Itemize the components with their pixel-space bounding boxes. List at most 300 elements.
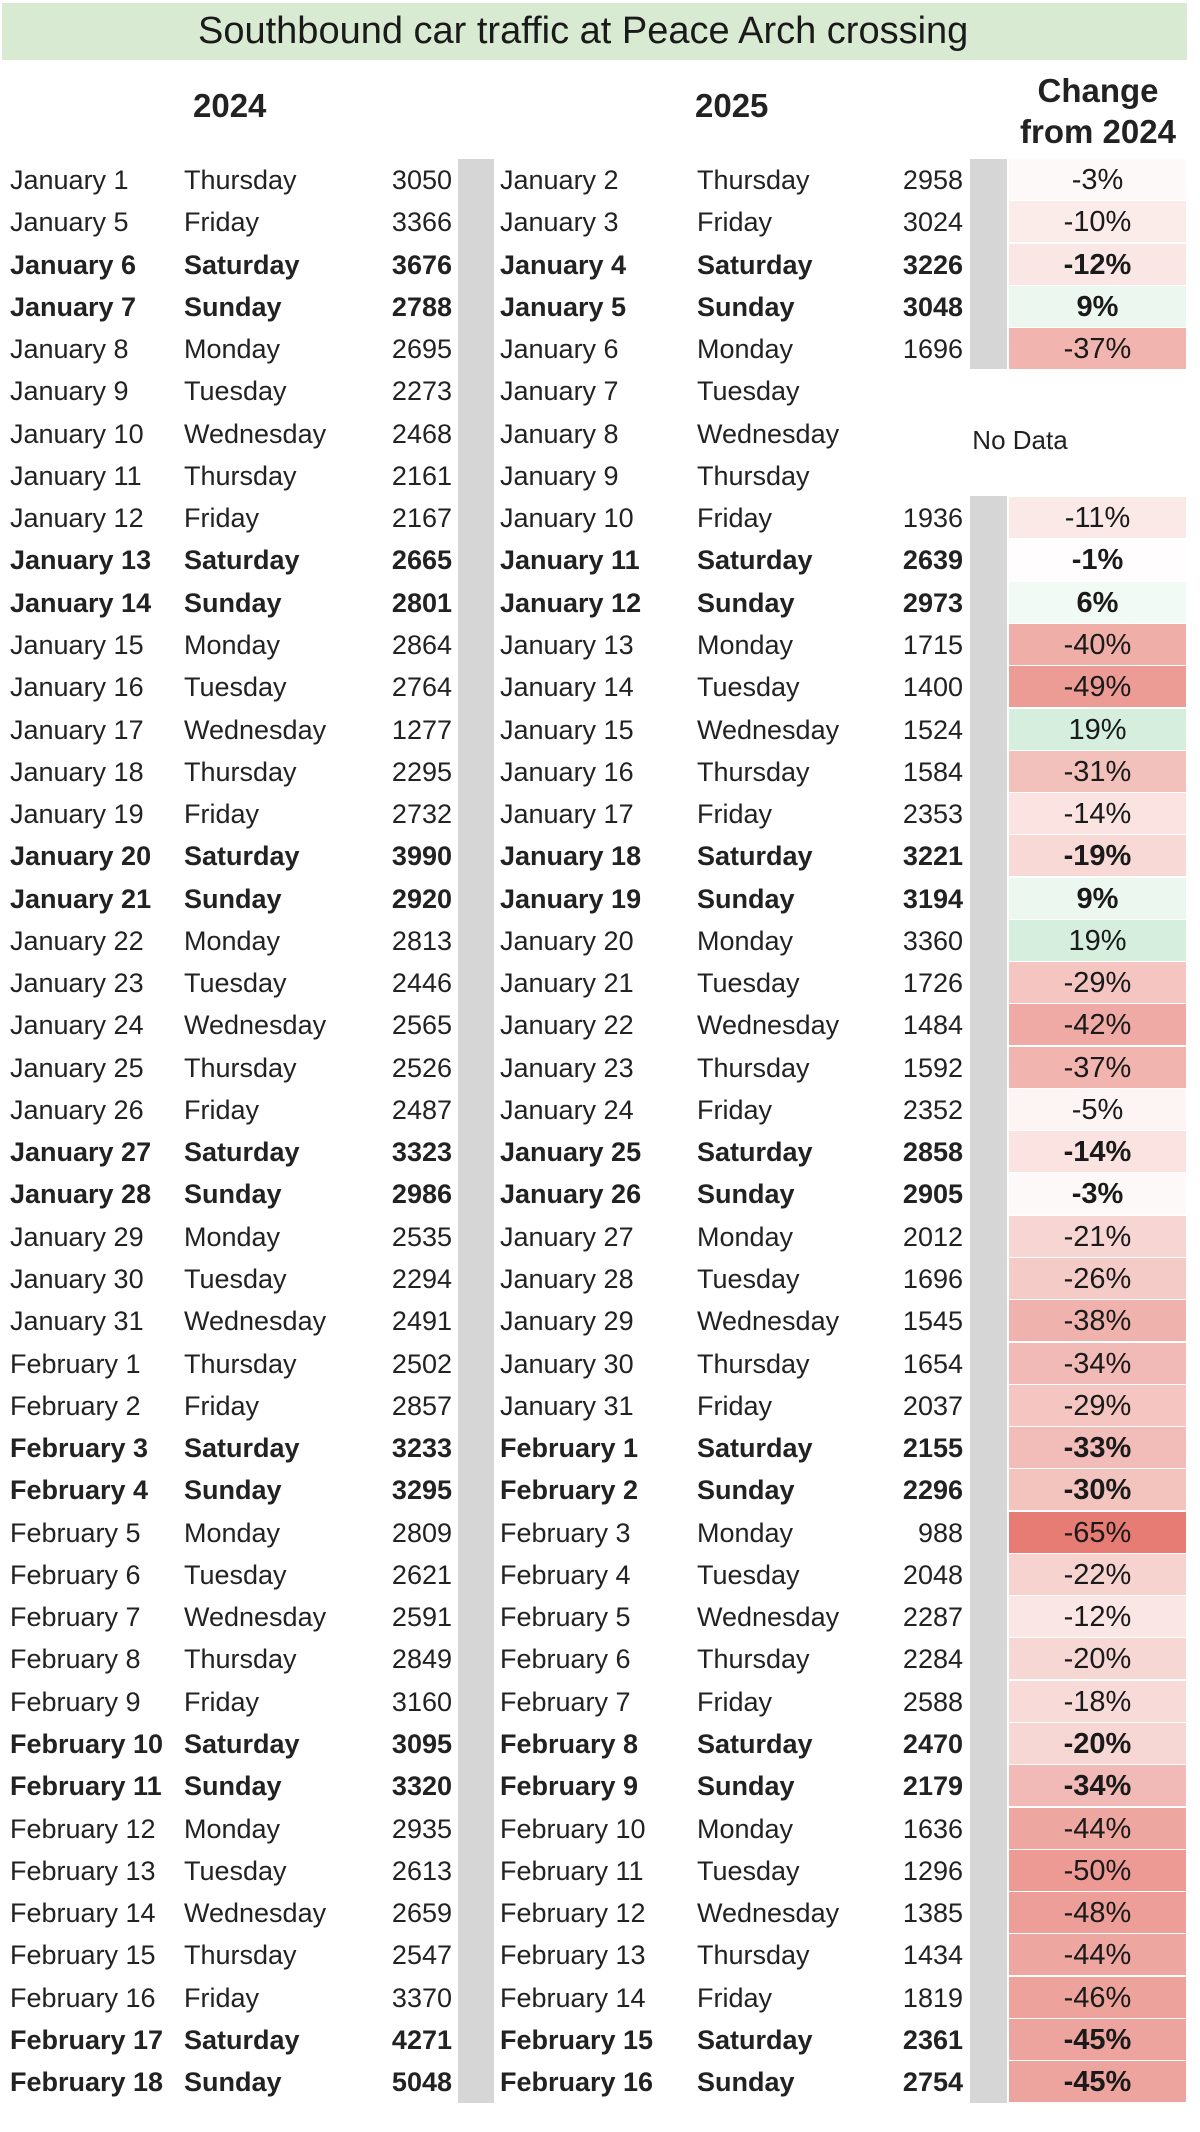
date-2024-cell: January 29	[10, 1221, 144, 1252]
change-cell: -37%	[1009, 328, 1186, 369]
count-2024-cell: 2920	[391, 883, 452, 914]
count-2025-cell: 3194	[902, 883, 963, 914]
date-2025-cell: January 21	[500, 968, 634, 999]
count-2025-cell: 1584	[902, 756, 963, 787]
date-2025-cell: January 4	[500, 249, 627, 280]
table-row	[0, 1427, 1200, 1469]
table-row	[0, 2061, 1200, 2103]
count-2025-cell: 2858	[902, 1137, 963, 1168]
date-2025-cell: January 10	[500, 503, 634, 534]
weekday-2025-cell: Thursday	[697, 165, 810, 195]
weekday-2025-cell: Friday	[697, 1390, 773, 1421]
count-2024-cell: 2468	[391, 418, 452, 449]
table-row	[0, 1131, 1200, 1173]
date-2025-cell: February 11	[500, 1855, 644, 1886]
count-2024-cell: 2857	[391, 1390, 452, 1421]
weekday-2024-cell: Monday	[184, 1517, 281, 1548]
change-cell: -31%	[1009, 751, 1186, 792]
date-2024-cell: February 14	[10, 1898, 156, 1929]
date-2025-cell: February 16	[500, 2067, 654, 2098]
header-year-2025: 2025	[695, 87, 769, 124]
date-2024-cell: January 1	[10, 165, 129, 195]
change-cell: -19%	[1009, 835, 1186, 876]
date-2024-cell: January 6	[10, 249, 137, 280]
count-2024-cell: 2849	[391, 1644, 452, 1675]
count-2024-cell: 2813	[391, 925, 452, 956]
weekday-2024-cell: Monday	[184, 629, 281, 660]
count-2025-cell: 2037	[902, 1390, 963, 1421]
change-cell: -44%	[1009, 1934, 1186, 1975]
weekday-2024-cell: Friday	[184, 1982, 260, 2013]
weekday-2024-cell: Monday	[184, 1221, 281, 1252]
count-2024-cell: 3160	[391, 1686, 452, 1717]
date-2024-cell: January 12	[10, 503, 144, 534]
date-2024-cell: February 15	[10, 1940, 156, 1971]
count-2024-cell: 2665	[391, 545, 452, 576]
change-cell: -44%	[1009, 1808, 1186, 1849]
weekday-2024-cell: Saturday	[184, 249, 300, 280]
weekday-2024-cell: Friday	[184, 799, 260, 830]
weekday-2025-cell: Saturday	[697, 1433, 813, 1464]
table-row	[0, 878, 1200, 920]
table-row	[0, 624, 1200, 666]
date-2025-cell: February 15	[500, 2024, 654, 2055]
date-2024-cell: February 8	[10, 1644, 141, 1675]
table-row	[0, 1089, 1200, 1131]
count-2025-cell: 1524	[902, 714, 963, 745]
date-2025-cell: January 8	[500, 418, 619, 449]
table-row	[0, 328, 1200, 370]
weekday-2024-cell: Wednesday	[184, 1010, 327, 1041]
count-2024-cell: 2788	[391, 291, 452, 322]
weekday-2025-cell: Tuesday	[697, 1264, 800, 1295]
date-2024-cell: January 9	[10, 376, 129, 407]
weekday-2024-cell: Sunday	[184, 1179, 282, 1210]
page-title: Southbound car traffic at Peace Arch crossing	[198, 10, 969, 52]
change-cell: -3%	[1009, 1173, 1186, 1214]
change-cell: -29%	[1009, 1385, 1186, 1426]
date-2025-cell: January 29	[500, 1306, 634, 1337]
date-2024-cell: January 8	[10, 334, 129, 365]
weekday-2024-cell: Wednesday	[184, 1602, 327, 1633]
weekday-2024-cell: Thursday	[184, 1644, 297, 1675]
date-2024-cell: February 5	[10, 1517, 141, 1548]
count-2025-cell: 2048	[902, 1559, 963, 1590]
date-2025-cell: February 8	[500, 1728, 639, 1759]
table-row	[0, 962, 1200, 1004]
count-2025-cell: 2287	[902, 1602, 963, 1633]
date-2025-cell: January 16	[500, 756, 634, 787]
weekday-2024-cell: Wednesday	[184, 418, 327, 449]
date-2024-cell: January 14	[10, 587, 152, 618]
change-cell: -14%	[1009, 1131, 1186, 1172]
table-row	[0, 1765, 1200, 1807]
weekday-2024-cell: Wednesday	[184, 1898, 327, 1929]
date-2025-cell: February 10	[500, 1813, 646, 1844]
table-row	[0, 1216, 1200, 1258]
weekday-2024-cell: Sunday	[184, 587, 282, 618]
count-2024-cell: 2487	[391, 1094, 452, 1125]
weekday-2025-cell: Tuesday	[697, 376, 800, 407]
count-2025-cell: 2958	[902, 165, 963, 195]
table-row	[0, 286, 1200, 328]
weekday-2025-cell: Friday	[697, 207, 773, 238]
weekday-2025-cell: Wednesday	[697, 418, 840, 449]
count-2025-cell: 2012	[902, 1221, 963, 1252]
count-2024-cell: 2935	[391, 1813, 452, 1844]
table-row	[0, 1004, 1200, 1046]
table-row	[0, 1808, 1200, 1850]
count-2024-cell: 2273	[391, 376, 452, 407]
count-2024-cell: 3990	[391, 841, 452, 872]
weekday-2025-cell: Sunday	[697, 291, 795, 322]
change-cell: -12%	[1009, 1596, 1186, 1637]
change-cell: -50%	[1009, 1850, 1186, 1891]
table-row	[0, 413, 1200, 455]
weekday-2025-cell: Monday	[697, 629, 794, 660]
count-2024-cell: 3095	[391, 1728, 452, 1759]
header-year-2024: 2024	[193, 87, 267, 124]
change-cell: -3%	[1009, 159, 1186, 200]
change-cell: -46%	[1009, 1977, 1186, 2018]
date-2025-cell: January 24	[500, 1094, 634, 1125]
weekday-2025-cell: Wednesday	[697, 1306, 840, 1337]
change-cell: -29%	[1009, 962, 1186, 1003]
weekday-2024-cell: Thursday	[184, 165, 297, 195]
weekday-2025-cell: Friday	[697, 1094, 773, 1125]
date-2025-cell: January 31	[500, 1390, 634, 1421]
count-2024-cell: 3676	[391, 249, 452, 280]
count-2024-cell: 3323	[391, 1137, 452, 1168]
count-2024-cell: 2502	[391, 1348, 452, 1379]
weekday-2025-cell: Thursday	[697, 1940, 810, 1971]
table-row	[0, 1047, 1200, 1089]
change-cell: -37%	[1009, 1047, 1186, 1088]
date-2024-cell: February 12	[10, 1813, 156, 1844]
count-2024-cell: 2864	[391, 629, 452, 660]
date-2025-cell: February 3	[500, 1517, 631, 1548]
date-2024-cell: February 7	[10, 1602, 141, 1633]
count-2024-cell: 2621	[391, 1559, 452, 1590]
count-2025-cell: 1726	[902, 968, 963, 999]
date-2024-cell: January 25	[10, 1052, 144, 1083]
weekday-2025-cell: Friday	[697, 503, 773, 534]
change-cell: -5%	[1009, 1089, 1186, 1130]
weekday-2025-cell: Tuesday	[697, 672, 800, 703]
date-2024-cell: February 6	[10, 1559, 141, 1590]
weekday-2025-cell: Saturday	[697, 1137, 813, 1168]
date-2025-cell: January 28	[500, 1264, 634, 1295]
date-2024-cell: January 16	[10, 672, 144, 703]
weekday-2025-cell: Tuesday	[697, 1855, 800, 1886]
count-2025-cell: 1592	[902, 1052, 963, 1083]
date-2025-cell: February 5	[500, 1602, 631, 1633]
weekday-2024-cell: Saturday	[184, 841, 300, 872]
weekday-2025-cell: Wednesday	[697, 1010, 840, 1041]
weekday-2025-cell: Wednesday	[697, 1602, 840, 1633]
weekday-2025-cell: Saturday	[697, 545, 813, 576]
date-2025-cell: February 1	[500, 1433, 639, 1464]
date-2025-cell: January 17	[500, 799, 634, 830]
change-cell: -49%	[1009, 666, 1186, 707]
weekday-2025-cell: Monday	[697, 1517, 794, 1548]
change-cell: -20%	[1009, 1638, 1186, 1679]
count-2025-cell: 1400	[902, 672, 963, 703]
change-cell: -18%	[1009, 1681, 1186, 1722]
count-2025-cell: 2905	[902, 1179, 963, 1210]
table-row	[0, 1173, 1200, 1215]
count-2025-cell: 2588	[902, 1686, 963, 1717]
count-2025-cell: 1484	[902, 1010, 963, 1041]
change-cell: -42%	[1009, 1004, 1186, 1045]
table-row	[0, 709, 1200, 751]
count-2025-cell: 2284	[902, 1644, 963, 1675]
change-cell	[1009, 455, 1186, 496]
count-2024-cell: 2565	[391, 1010, 452, 1041]
count-2024-cell: 3320	[391, 1771, 452, 1802]
date-2024-cell: January 27	[10, 1137, 152, 1168]
weekday-2025-cell: Wednesday	[697, 714, 840, 745]
count-2024-cell: 2732	[391, 799, 452, 830]
weekday-2025-cell: Thursday	[697, 756, 810, 787]
change-cell: -40%	[1009, 624, 1186, 665]
date-2024-cell: January 20	[10, 841, 152, 872]
count-2025-cell: 2470	[902, 1728, 963, 1759]
change-cell: -21%	[1009, 1216, 1186, 1257]
weekday-2025-cell: Monday	[697, 334, 794, 365]
date-2024-cell: February 2	[10, 1390, 141, 1421]
count-2024-cell: 3233	[391, 1433, 452, 1464]
table-row	[0, 1850, 1200, 1892]
weekday-2025-cell: Thursday	[697, 1052, 810, 1083]
count-2024-cell: 2801	[391, 587, 452, 618]
table-row	[0, 159, 1200, 201]
date-2024-cell: February 16	[10, 1982, 156, 2013]
weekday-2025-cell: Sunday	[697, 1179, 795, 1210]
count-2024-cell: 3295	[391, 1475, 452, 1506]
date-2025-cell: January 5	[500, 291, 627, 322]
table-row	[0, 1892, 1200, 1934]
weekday-2024-cell: Friday	[184, 503, 260, 534]
count-2024-cell: 2695	[391, 334, 452, 365]
table-row	[0, 1934, 1200, 1976]
count-2024-cell: 3370	[391, 1982, 452, 2013]
table-row	[0, 1723, 1200, 1765]
weekday-2025-cell: Sunday	[697, 1475, 795, 1506]
table-row	[0, 1300, 1200, 1342]
header-change-line1: Change	[1037, 72, 1159, 109]
count-2024-cell: 3050	[391, 165, 452, 195]
count-2025-cell: 2353	[902, 799, 963, 830]
table-row	[0, 1512, 1200, 1554]
count-2025-cell: 1715	[902, 629, 963, 660]
count-2025-cell: 2639	[902, 545, 963, 576]
weekday-2024-cell: Thursday	[184, 1348, 297, 1379]
date-2025-cell: January 26	[500, 1179, 642, 1210]
count-2024-cell: 2591	[391, 1602, 452, 1633]
date-2024-cell: February 10	[10, 1728, 164, 1759]
table-row	[0, 1469, 1200, 1511]
table-row	[0, 1385, 1200, 1427]
change-cell: 6%	[1009, 582, 1186, 623]
count-2025-cell: 1654	[902, 1348, 963, 1379]
date-2024-cell: January 10	[10, 418, 144, 449]
count-2024-cell: 5048	[391, 2067, 452, 2098]
date-2025-cell: February 6	[500, 1644, 631, 1675]
change-cell: -33%	[1009, 1427, 1186, 1468]
date-2024-cell: January 17	[10, 714, 144, 745]
date-2024-cell: January 11	[10, 460, 142, 491]
weekday-2024-cell: Saturday	[184, 545, 300, 576]
weekday-2025-cell: Sunday	[697, 1771, 795, 1802]
count-2024-cell: 3366	[391, 207, 452, 238]
change-cell	[1009, 413, 1186, 454]
count-2025-cell: 1545	[902, 1306, 963, 1337]
date-2024-cell: February 3	[10, 1433, 149, 1464]
change-cell: -65%	[1009, 1512, 1186, 1553]
weekday-2024-cell: Wednesday	[184, 1306, 327, 1337]
weekday-2024-cell: Friday	[184, 1094, 260, 1125]
table-row	[0, 920, 1200, 962]
date-2024-cell: January 30	[10, 1264, 144, 1295]
change-cell: 9%	[1009, 286, 1186, 327]
count-2024-cell: 1277	[391, 714, 452, 745]
title-bar	[2, 3, 1187, 60]
date-2025-cell: January 12	[500, 587, 642, 618]
date-2024-cell: January 18	[10, 756, 144, 787]
count-2025-cell: 1434	[902, 1940, 963, 1971]
count-2025-cell: 2155	[902, 1433, 963, 1464]
count-2024-cell: 2535	[391, 1221, 452, 1252]
change-cell: 19%	[1009, 920, 1186, 961]
table-row	[0, 455, 1200, 497]
count-2024-cell: 2764	[391, 672, 452, 703]
weekday-2024-cell: Saturday	[184, 1728, 300, 1759]
change-cell: -14%	[1009, 793, 1186, 834]
date-2025-cell: January 9	[500, 460, 619, 491]
date-2024-cell: February 9	[10, 1686, 141, 1717]
table-row	[0, 1554, 1200, 1596]
table-row	[0, 1638, 1200, 1680]
table-row	[0, 201, 1200, 243]
weekday-2025-cell: Friday	[697, 799, 773, 830]
date-2025-cell: February 7	[500, 1686, 631, 1717]
date-2024-cell: January 24	[10, 1010, 144, 1041]
count-2024-cell: 2809	[391, 1517, 452, 1548]
count-2024-cell: 2491	[391, 1306, 452, 1337]
weekday-2025-cell: Thursday	[697, 460, 810, 491]
change-cell: -22%	[1009, 1554, 1186, 1595]
count-2025-cell: 1819	[902, 1982, 963, 2013]
weekday-2025-cell: Friday	[697, 1686, 773, 1717]
table-row	[0, 539, 1200, 581]
weekday-2025-cell: Saturday	[697, 1728, 813, 1759]
weekday-2024-cell: Tuesday	[184, 1264, 287, 1295]
date-2025-cell: January 18	[500, 841, 642, 872]
count-2025-cell: 2352	[902, 1094, 963, 1125]
date-2025-cell: January 13	[500, 629, 634, 660]
date-2024-cell: January 7	[10, 291, 137, 322]
weekday-2024-cell: Tuesday	[184, 1855, 287, 1886]
weekday-2024-cell: Sunday	[184, 291, 282, 322]
date-2025-cell: January 30	[500, 1348, 634, 1379]
date-2025-cell: February 9	[500, 1771, 639, 1802]
weekday-2024-cell: Thursday	[184, 756, 297, 787]
count-2024-cell: 2295	[391, 756, 452, 787]
weekday-2025-cell: Monday	[697, 1813, 794, 1844]
change-cell: -45%	[1009, 2061, 1186, 2102]
change-cell: -20%	[1009, 1723, 1186, 1764]
weekday-2024-cell: Tuesday	[184, 968, 287, 999]
change-cell: -12%	[1009, 244, 1186, 285]
weekday-2025-cell: Friday	[697, 1982, 773, 2013]
weekday-2024-cell: Thursday	[184, 460, 297, 491]
weekday-2024-cell: Friday	[184, 1686, 260, 1717]
count-2025-cell: 1696	[902, 334, 963, 365]
weekday-2024-cell: Saturday	[184, 2024, 300, 2055]
change-cell: -26%	[1009, 1258, 1186, 1299]
header-change-line2: from 2024	[1020, 113, 1176, 150]
date-2024-cell: January 26	[10, 1094, 144, 1125]
date-2024-cell: January 23	[10, 968, 144, 999]
no-data-label: No Data	[972, 425, 1068, 455]
count-2025-cell: 3226	[902, 249, 963, 280]
weekday-2025-cell: Sunday	[697, 587, 795, 618]
count-2024-cell: 2659	[391, 1898, 452, 1929]
weekday-2024-cell: Sunday	[184, 883, 282, 914]
table-row	[0, 370, 1200, 412]
weekday-2025-cell: Tuesday	[697, 968, 800, 999]
count-2025-cell: 1296	[902, 1855, 963, 1886]
date-2025-cell: January 23	[500, 1052, 634, 1083]
change-cell: -1%	[1009, 539, 1186, 580]
date-2025-cell: January 15	[500, 714, 634, 745]
weekday-2024-cell: Tuesday	[184, 1559, 287, 1590]
count-2024-cell: 2986	[391, 1179, 452, 1210]
date-2024-cell: January 22	[10, 925, 144, 956]
change-cell: -30%	[1009, 1469, 1186, 1510]
date-2025-cell: January 20	[500, 925, 634, 956]
date-2025-cell: January 14	[500, 672, 634, 703]
weekday-2024-cell: Tuesday	[184, 672, 287, 703]
weekday-2025-cell: Wednesday	[697, 1898, 840, 1929]
table-row	[0, 1596, 1200, 1638]
weekday-2024-cell: Monday	[184, 1813, 281, 1844]
table-row	[0, 835, 1200, 877]
weekday-2025-cell: Saturday	[697, 249, 813, 280]
table-row	[0, 244, 1200, 286]
count-2024-cell: 2526	[391, 1052, 452, 1083]
weekday-2025-cell: Thursday	[697, 1348, 810, 1379]
table-row	[0, 1681, 1200, 1723]
weekday-2024-cell: Friday	[184, 207, 260, 238]
table-row	[0, 1977, 1200, 2019]
weekday-2024-cell: Monday	[184, 925, 281, 956]
count-2024-cell: 2613	[391, 1855, 452, 1886]
date-2024-cell: February 11	[10, 1771, 162, 1802]
table-row	[0, 582, 1200, 624]
weekday-2024-cell: Thursday	[184, 1052, 297, 1083]
date-2024-cell: February 13	[10, 1855, 156, 1886]
date-2025-cell: February 2	[500, 1475, 639, 1506]
date-2024-cell: January 28	[10, 1179, 152, 1210]
count-2025-cell: 3024	[902, 207, 963, 238]
date-2025-cell: February 4	[500, 1559, 631, 1590]
count-2025-cell: 1936	[902, 503, 963, 534]
weekday-2025-cell: Thursday	[697, 1644, 810, 1675]
weekday-2024-cell: Tuesday	[184, 376, 287, 407]
count-2025-cell: 988	[917, 1517, 963, 1548]
